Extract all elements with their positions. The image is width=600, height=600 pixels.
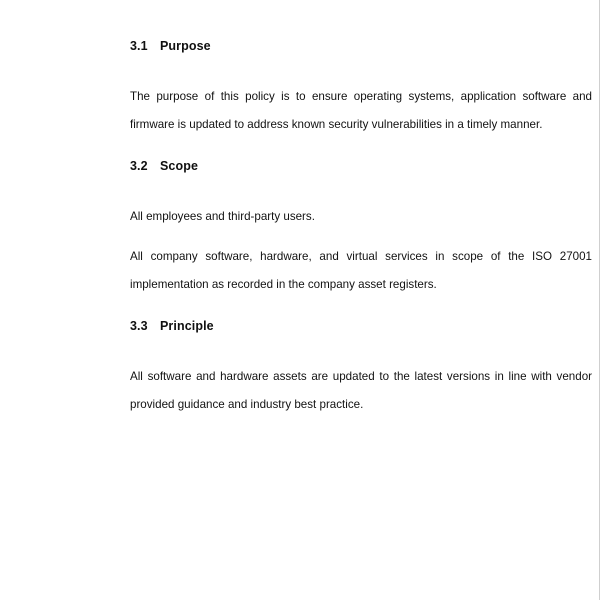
section-title-scope: Scope bbox=[160, 159, 199, 173]
paragraph-scope-users: All employees and third-party users. bbox=[130, 210, 315, 223]
section-title-purpose: Purpose bbox=[160, 39, 211, 53]
paragraph-scope-assets: All company software, hardware, and virtual services in scope of the ISO 27001 implementation as recorded in the company asset registers. bbox=[130, 250, 592, 291]
section-heading-purpose bbox=[130, 39, 592, 53]
section-number-scope: 3.2 bbox=[130, 159, 148, 173]
paragraph-principle: All software and hardware assets are updated to the latest versions in line with vendor provided guidance and industry best practice. bbox=[130, 370, 592, 411]
section-number-principle: 3.3 bbox=[130, 319, 148, 333]
section-heading-scope bbox=[130, 159, 592, 173]
paragraph-purpose: The purpose of this policy is to ensure operating systems, application software and firmware is updated to address known security vulnerabilities in a timely manner. bbox=[130, 90, 592, 131]
section-title-principle: Principle bbox=[160, 319, 214, 333]
document-title-clipped bbox=[65, 0, 527, 4]
section-heading-principle bbox=[130, 319, 592, 333]
section-number-purpose: 3.1 bbox=[130, 39, 148, 53]
